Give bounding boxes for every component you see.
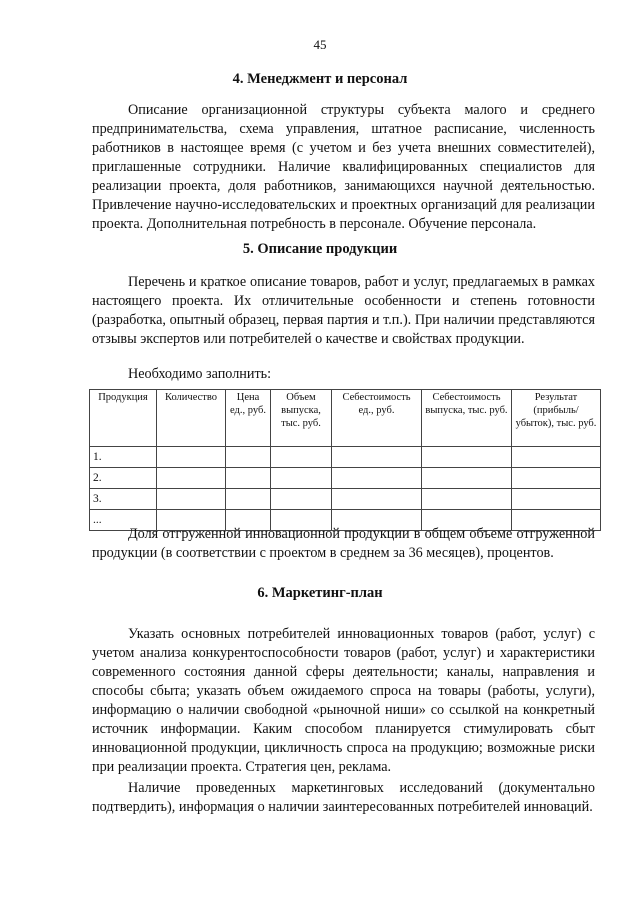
header-result: Результат (прибыль/ убыток), тыс. руб. [512, 390, 601, 447]
section-6-text-2: Наличие проведенных маркетинговых исследований (документально подтвердить), информация о наличии заинтересованных потребителей инноваций. [92, 780, 595, 815]
table-cell [332, 447, 422, 468]
header-output-volume: Объем выпуска, тыс. руб. [271, 390, 332, 447]
table-cell [332, 489, 422, 510]
table-cell [512, 447, 601, 468]
products-table [89, 389, 601, 531]
header-quantity: Количество [157, 390, 226, 447]
table-cell [226, 468, 271, 489]
section-6-heading: 6. Маркетинг-план [257, 585, 383, 601]
section-6-text-1: Указать основных потребителей инновационных товаров (работ, услуг) с учетом анализа конкурентоспособности товаров (работ, услуг) и характеристики современного состояния данной сферы деятельности; каналы, направления и способы сбыта; указать объем ожидаемого спроса на товары (работы, услуги), информацию о наличии свободной «рыночной ниши» со ссылкой на конкретный источник информации. Каким способом планируется стимулировать сбыт инновационной продукции, цикличность спроса на продукцию; возможные риски при реализации проекта. Стратегия цен, реклама. [92, 626, 595, 775]
table-cell [271, 489, 332, 510]
table-cell [271, 468, 332, 489]
table-cell [157, 468, 226, 489]
section-4-heading: 4. Менеджмент и персонал [232, 71, 408, 87]
table-cell [422, 447, 512, 468]
row-number: 3. [90, 489, 157, 510]
table-cell [512, 468, 601, 489]
shipped-share-text: Доля отгруженной инновационной продукции в общем объеме отгруженной продукции (в соответствии с проектом в среднем за 36 месяцев), процентов. [92, 526, 595, 561]
fill-prompt: Необходимо заполнить: [128, 366, 272, 382]
table-cell [157, 447, 226, 468]
header-output-cost: Себестоимость выпуска, тыс. руб. [422, 390, 512, 447]
section-5-heading: 5. Описание продукции [242, 241, 398, 257]
row-number: 1. [90, 447, 157, 468]
table-row [90, 468, 601, 489]
section-5-text: Перечень и краткое описание товаров, работ и услуг, предлагаемых в рамках настоящего проекта. Их отличительные особенности и степень готовности (разработка, опытный образец, первая партия и т.п.). При наличии представляются отзывы экспертов или потребителей о качестве и свойствах продукции. [92, 274, 595, 347]
header-unit-cost: Себестоимость ед., руб. [332, 390, 422, 447]
section-4-text: Описание организационной структуры субъекта малого и среднего предпринимательства, схема управления, штатное расписание, численность работников в настоящее время (с учетом и без учета внешних совместителей), приглашенные сотрудники. Наличие квалифицированных специалистов для реализации проекта, доля работников, занимающихся научной деятельностью. Привлечение научно-исследовательских и проектных организаций для реализации проекта. Дополнительная потребность в персонале. Обучение персонала. [92, 102, 595, 232]
header-products: Продукция [90, 390, 157, 447]
row-number: ... [90, 510, 157, 531]
table-cell [422, 468, 512, 489]
table-cell [226, 489, 271, 510]
table-cell [332, 468, 422, 489]
table-cell [422, 489, 512, 510]
table-header-row [90, 390, 601, 447]
table-row [90, 447, 601, 468]
header-unit-price: Цена ед., руб. [226, 390, 271, 447]
row-number: 2. [90, 468, 157, 489]
table-row [90, 489, 601, 510]
table-cell [226, 447, 271, 468]
table-cell [157, 489, 226, 510]
page-number: 45 [313, 37, 327, 52]
table-cell [512, 489, 601, 510]
table-cell [271, 447, 332, 468]
